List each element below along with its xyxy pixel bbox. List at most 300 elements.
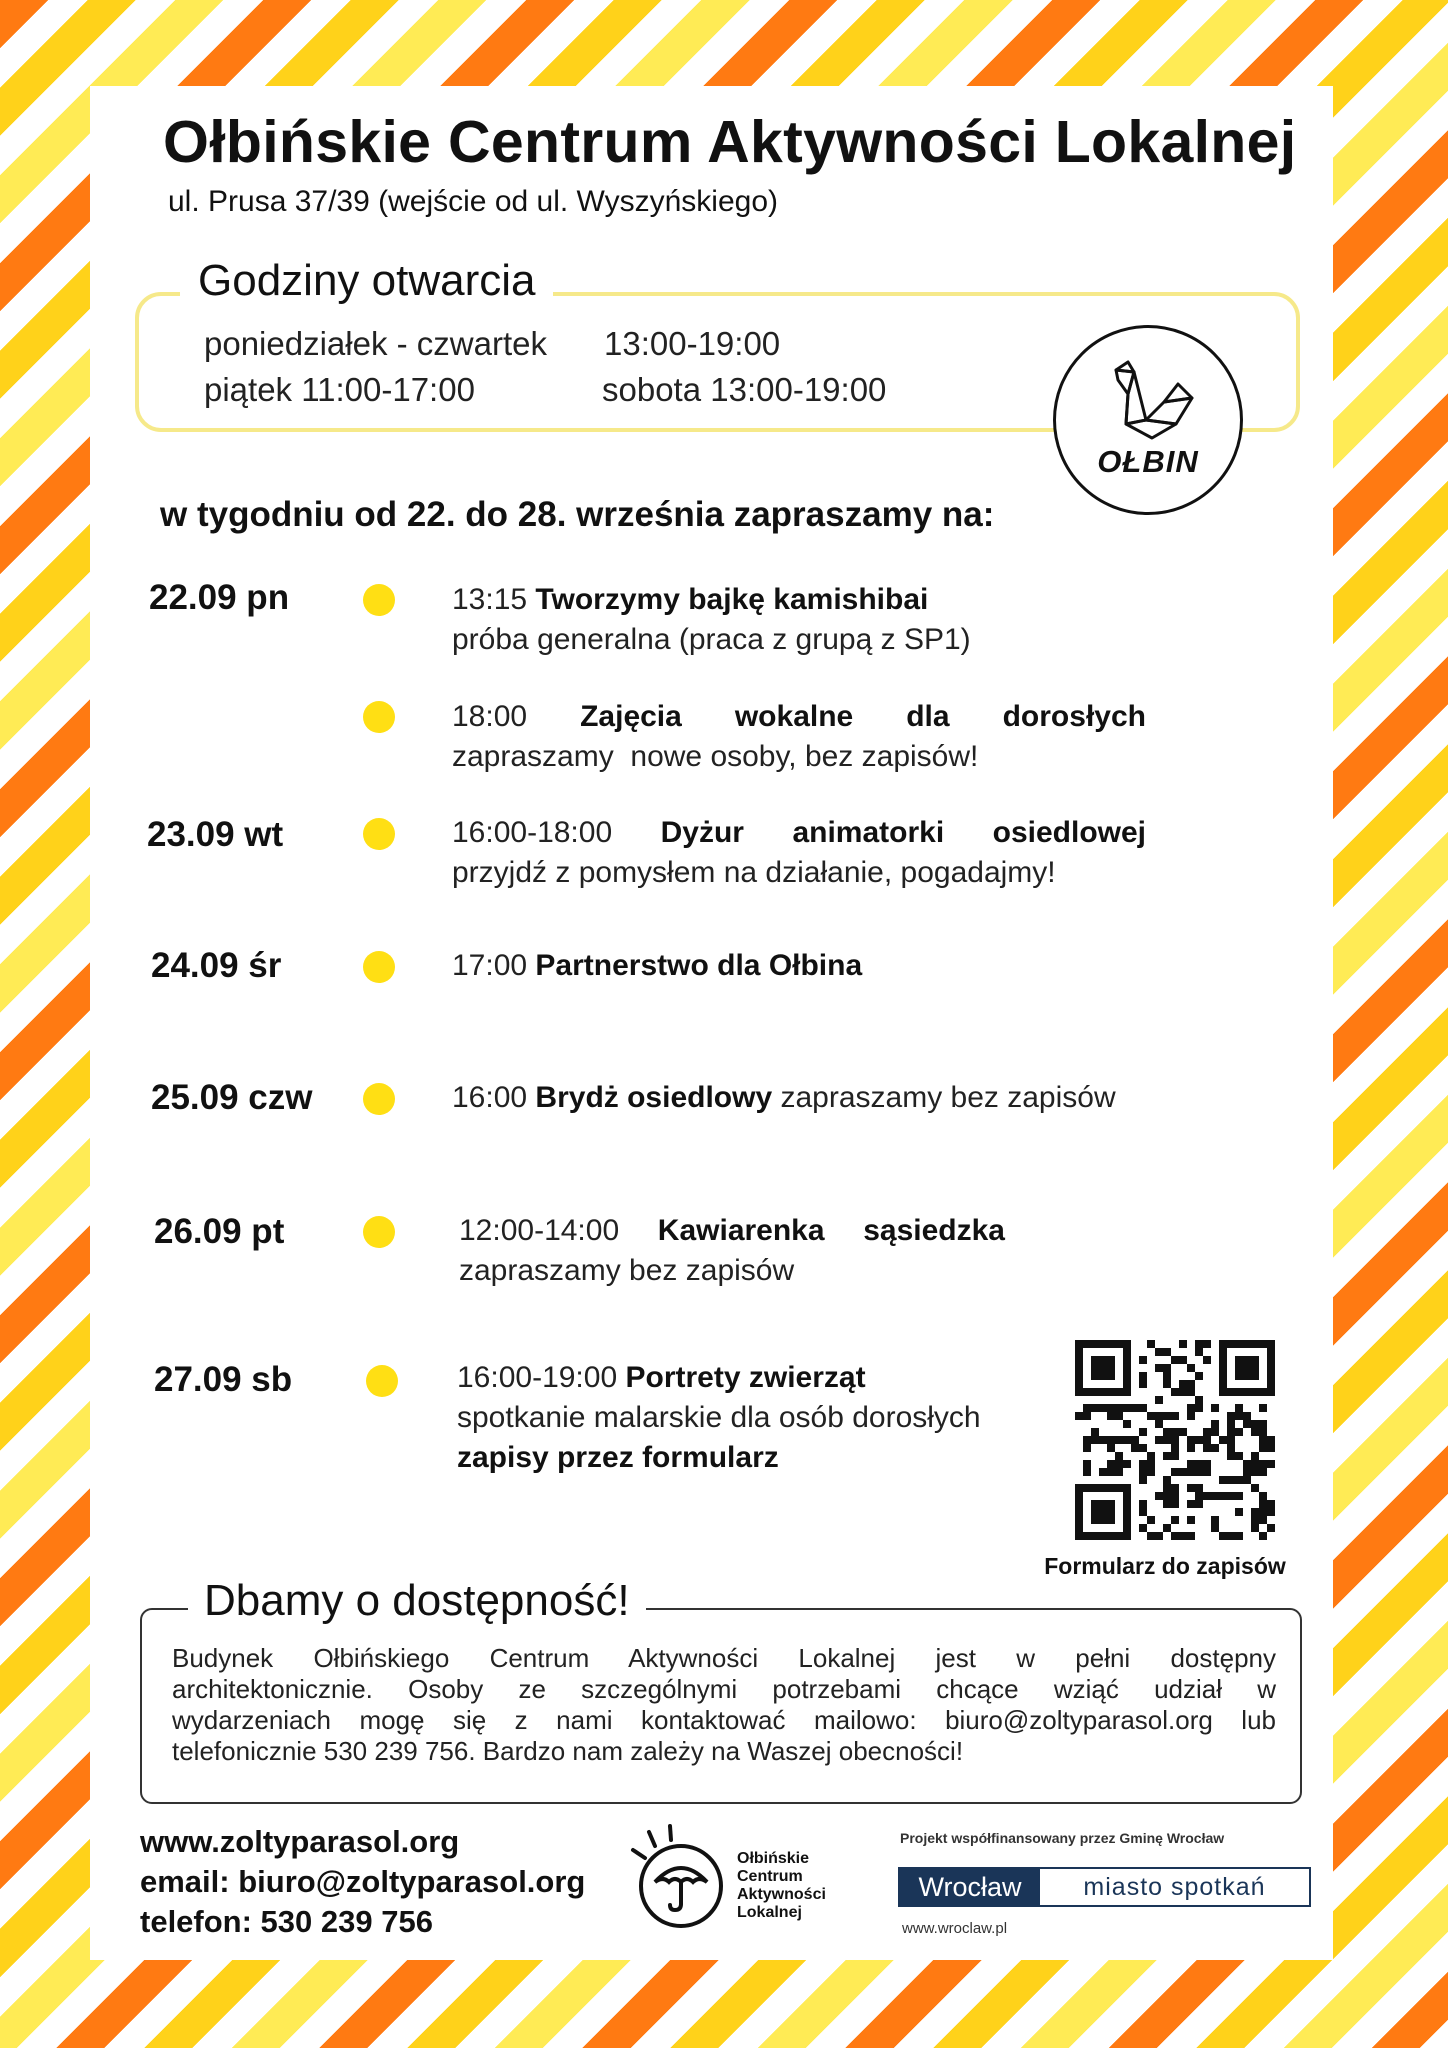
wroclaw-label: Wrocław	[900, 1869, 1040, 1905]
qr-module	[1115, 1388, 1123, 1396]
qr-module	[1211, 1524, 1219, 1532]
qr-module	[1075, 1516, 1083, 1524]
qr-module	[1227, 1340, 1235, 1348]
event-signup-note: zapisy przez formularz	[457, 1441, 779, 1474]
accessibility-line: wydarzeniach mogę się z nami kontaktować mailowo: biuro@zoltyparasol.org lub	[172, 1705, 1276, 1735]
org-logo-name	[737, 1850, 826, 1922]
qr-module	[1099, 1364, 1107, 1372]
event-description: zapraszamy bez zapisów	[459, 1254, 795, 1287]
qr-module	[1259, 1340, 1267, 1348]
qr-module	[1139, 1460, 1147, 1468]
qr-module	[1267, 1524, 1275, 1532]
qr-module	[1267, 1348, 1275, 1356]
wroclaw-slogan: miasto spotkań	[1083, 1872, 1266, 1901]
qr-module	[1115, 1532, 1123, 1540]
qr-module	[1163, 1372, 1171, 1380]
qr-module	[1091, 1500, 1099, 1508]
event-dyzur-animatorki	[452, 813, 1146, 893]
qr-module	[1251, 1452, 1259, 1460]
qr-module	[1083, 1532, 1091, 1540]
qr-module	[1171, 1516, 1179, 1524]
qr-module	[1171, 1532, 1179, 1540]
qr-module	[1171, 1436, 1179, 1444]
qr-module	[1187, 1436, 1195, 1444]
event-title-part: sąsiedzka	[863, 1214, 1005, 1247]
qr-module	[1267, 1388, 1275, 1396]
qr-module	[1163, 1500, 1171, 1508]
event-time: 16:00-19:00	[457, 1361, 618, 1394]
qr-module	[1195, 1348, 1203, 1356]
qr-module	[1243, 1372, 1251, 1380]
qr-module	[1091, 1428, 1099, 1436]
qr-module	[1131, 1404, 1139, 1412]
qr-module	[1123, 1500, 1131, 1508]
qr-module	[1179, 1468, 1187, 1476]
qr-module	[1259, 1532, 1267, 1540]
qr-module	[1195, 1436, 1203, 1444]
qr-module	[1163, 1524, 1171, 1532]
bullet-dot	[363, 584, 395, 616]
qr-module	[1163, 1484, 1171, 1492]
qr-module	[1107, 1508, 1115, 1516]
qr-module	[1203, 1460, 1211, 1468]
accessibility-line: telefonicznie 530 239 756. Bardzo nam zależy na Waszej obecności!	[172, 1736, 964, 1766]
qr-module	[1211, 1516, 1219, 1524]
event-tworzymy-bajke	[452, 580, 971, 660]
qr-module	[1211, 1420, 1219, 1428]
qr-module	[1155, 1348, 1163, 1356]
qr-module	[1219, 1492, 1227, 1500]
qr-module	[1123, 1508, 1131, 1516]
event-brydz	[452, 1078, 1116, 1118]
event-partnerstwo	[452, 946, 862, 986]
qr-module	[1235, 1340, 1243, 1348]
qr-module	[1251, 1372, 1259, 1380]
qr-module	[1187, 1500, 1195, 1508]
olbin-logo	[1053, 325, 1243, 515]
qr-module	[1107, 1444, 1115, 1452]
qr-module	[1259, 1436, 1267, 1444]
qr-module	[1187, 1412, 1195, 1420]
qr-module	[1083, 1444, 1091, 1452]
bullet-dot	[363, 818, 395, 850]
qr-module	[1115, 1452, 1123, 1460]
qr-module	[1171, 1428, 1179, 1436]
qr-module	[1235, 1364, 1243, 1372]
qr-module	[1243, 1412, 1251, 1420]
qr-module	[1075, 1364, 1083, 1372]
qr-module	[1227, 1388, 1235, 1396]
qr-module	[1107, 1436, 1115, 1444]
qr-module	[1259, 1444, 1267, 1452]
hours-saturday: sobota 13:00-19:00	[602, 371, 887, 408]
date-22-09: 22.09 pn	[149, 578, 290, 617]
event-time: 13:15	[452, 583, 528, 616]
qr-module	[1091, 1356, 1099, 1364]
qr-module	[1083, 1412, 1091, 1420]
qr-module	[1099, 1484, 1107, 1492]
event-zajecia-wokalne	[452, 697, 1146, 777]
page-title: Ołbińskie Centrum Aktywności Lokalnej	[163, 109, 1297, 175]
qr-module	[1139, 1476, 1147, 1484]
qr-module	[1187, 1460, 1195, 1468]
event-description: spotkanie malarskie dla osób dorosłych	[457, 1401, 981, 1434]
qr-module	[1179, 1428, 1187, 1436]
event-title-part: osiedlowej	[992, 816, 1146, 849]
wroclaw-logo	[898, 1867, 1311, 1907]
qr-module	[1163, 1380, 1171, 1388]
qr-module	[1195, 1340, 1203, 1348]
qr-module	[1179, 1380, 1187, 1388]
qr-module	[1163, 1452, 1171, 1460]
qr-module	[1115, 1404, 1123, 1412]
qr-module	[1259, 1428, 1267, 1436]
qr-module	[1099, 1516, 1107, 1524]
qr-module	[1107, 1356, 1115, 1364]
qr-module	[1227, 1428, 1235, 1436]
qr-module	[1203, 1492, 1211, 1500]
qr-module	[1123, 1372, 1131, 1380]
qr-module	[1075, 1500, 1083, 1508]
qr-module	[1267, 1508, 1275, 1516]
qr-module	[1267, 1444, 1275, 1452]
bullet-dot	[363, 1083, 395, 1115]
qr-module	[1083, 1404, 1091, 1412]
qr-module	[1195, 1500, 1203, 1508]
qr-module	[1075, 1532, 1083, 1540]
qr-module	[1163, 1492, 1171, 1500]
qr-module	[1259, 1500, 1267, 1508]
qr-module	[1147, 1516, 1155, 1524]
qr-module	[1107, 1484, 1115, 1492]
qr-module	[1131, 1436, 1139, 1444]
qr-module	[1219, 1388, 1227, 1396]
qr-module	[1259, 1404, 1267, 1412]
event-description: przyjdź z pomysłem na działanie, pogadajmy!	[452, 856, 1056, 889]
qr-module	[1091, 1364, 1099, 1372]
qr-module	[1267, 1340, 1275, 1348]
qr-module	[1099, 1356, 1107, 1364]
event-time: 16:00	[452, 1081, 528, 1114]
qr-module	[1243, 1364, 1251, 1372]
qr-module	[1171, 1484, 1179, 1492]
event-description: zapraszamy nowe osoby, bez zapisów!	[452, 740, 979, 773]
event-title: Portrety zwierząt	[625, 1361, 866, 1394]
address: ul. Prusa 37/39 (wejście od ul. Wyszyńskiego)	[168, 185, 778, 218]
qr-module	[1131, 1444, 1139, 1452]
qr-module	[1203, 1444, 1211, 1452]
qr-module	[1115, 1484, 1123, 1492]
qr-module	[1219, 1364, 1227, 1372]
qr-module	[1107, 1404, 1115, 1412]
qr-module	[1139, 1428, 1147, 1436]
qr-module	[1123, 1420, 1131, 1428]
qr-module	[1139, 1468, 1147, 1476]
qr-module	[1139, 1356, 1147, 1364]
qr-module	[1075, 1356, 1083, 1364]
qr-module	[1187, 1532, 1195, 1540]
qr-module	[1123, 1388, 1131, 1396]
qr-module	[1075, 1524, 1083, 1532]
qr-module	[1187, 1468, 1195, 1476]
accessibility-text	[172, 1643, 1276, 1767]
qr-module	[1115, 1468, 1123, 1476]
event-description: zapraszamy bez zapisów	[780, 1081, 1116, 1114]
qr-module	[1163, 1476, 1171, 1484]
qr-module	[1115, 1436, 1123, 1444]
qr-module	[1227, 1412, 1235, 1420]
qr-module	[1099, 1468, 1107, 1476]
event-title-part: Zajęcia	[580, 700, 682, 733]
qr-module	[1107, 1364, 1115, 1372]
olbin-logo-text: OŁBIN	[1097, 444, 1199, 479]
qr-module	[1091, 1516, 1099, 1524]
qr-module	[1219, 1372, 1227, 1380]
qr-module	[1251, 1364, 1259, 1372]
email-link[interactable]: email: biuro@zoltyparasol.org	[140, 1864, 586, 1899]
qr-module	[1147, 1532, 1155, 1540]
qr-module	[1267, 1460, 1275, 1468]
qr-module	[1211, 1444, 1219, 1452]
qr-module	[1147, 1412, 1155, 1420]
qr-module	[1083, 1460, 1091, 1468]
qr-module	[1075, 1348, 1083, 1356]
qr-module	[1211, 1404, 1219, 1412]
qr-module	[1123, 1340, 1131, 1348]
qr-module	[1187, 1380, 1195, 1388]
qr-module	[1179, 1340, 1187, 1348]
qr-module	[1155, 1420, 1163, 1428]
wroclaw-website[interactable]: www.wroclaw.pl	[902, 1920, 1008, 1937]
cofinanced-note: Projekt współfinansowany przez Gminę Wrocław	[900, 1830, 1225, 1846]
qr-module	[1203, 1436, 1211, 1444]
qr-module	[1235, 1508, 1243, 1516]
event-title-part: animatorki	[792, 816, 945, 849]
qr-module	[1267, 1364, 1275, 1372]
qr-module	[1243, 1460, 1251, 1468]
qr-module	[1187, 1444, 1195, 1452]
qr-module	[1219, 1380, 1227, 1388]
qr-module	[1107, 1532, 1115, 1540]
qr-module	[1155, 1412, 1163, 1420]
qr-module	[1203, 1340, 1211, 1348]
qr-module	[1171, 1468, 1179, 1476]
qr-module	[1227, 1532, 1235, 1540]
qr-module	[1123, 1484, 1131, 1492]
event-title-part: Dyżur	[660, 816, 744, 849]
event-title-part: dla	[906, 700, 950, 733]
qr-module	[1259, 1460, 1267, 1468]
qr-module	[1099, 1508, 1107, 1516]
qr-module	[1243, 1388, 1251, 1396]
qr-module	[1251, 1460, 1259, 1468]
qr-module	[1203, 1428, 1211, 1436]
qr-module	[1075, 1388, 1083, 1396]
event-title: Tworzymy bajkę kamishibai	[535, 583, 929, 616]
qr-module	[1251, 1468, 1259, 1476]
event-kawiarenka	[459, 1211, 1005, 1291]
qr-module	[1115, 1340, 1123, 1348]
qr-module	[1091, 1508, 1099, 1516]
qr-module	[1123, 1436, 1131, 1444]
qr-module	[1211, 1492, 1219, 1500]
qr-module	[1091, 1340, 1099, 1348]
qr-module	[1267, 1436, 1275, 1444]
qr-module	[1211, 1428, 1219, 1436]
qr-module	[1243, 1468, 1251, 1476]
qr-module	[1147, 1468, 1155, 1476]
qr-module	[1155, 1436, 1163, 1444]
qr-module	[1227, 1420, 1235, 1428]
week-intro: w tygodniu od 22. do 28. września zapraszamy na:	[160, 495, 995, 534]
qr-module	[1227, 1452, 1235, 1460]
qr-module	[1219, 1476, 1227, 1484]
qr-module	[1099, 1532, 1107, 1540]
qr-module	[1139, 1380, 1147, 1388]
qr-module	[1139, 1404, 1147, 1412]
qr-module	[1171, 1500, 1179, 1508]
qr-module	[1195, 1468, 1203, 1476]
qr-module	[1187, 1516, 1195, 1524]
qr-module	[1267, 1372, 1275, 1380]
qr-module	[1171, 1452, 1179, 1460]
qr-module	[1163, 1364, 1171, 1372]
qr-module	[1243, 1340, 1251, 1348]
origami-swan-icon	[1056, 328, 1240, 512]
qr-module	[1091, 1404, 1099, 1412]
qr-module	[1107, 1388, 1115, 1396]
qr-module	[1203, 1468, 1211, 1476]
event-time: 12:00-14:00	[459, 1214, 620, 1247]
qr-module	[1099, 1500, 1107, 1508]
qr-module	[1235, 1412, 1243, 1420]
qr-module	[1251, 1388, 1259, 1396]
bullet-dot	[363, 701, 395, 733]
qr-module	[1235, 1532, 1243, 1540]
org-logo-line: Ołbińskie	[737, 1850, 810, 1867]
qr-module	[1267, 1380, 1275, 1388]
qr-module	[1195, 1396, 1203, 1404]
qr-module	[1123, 1532, 1131, 1540]
hours-mon-thu-label: poniedziałek - czwartek	[204, 325, 547, 362]
qr-module	[1155, 1492, 1163, 1500]
qr-module	[1243, 1356, 1251, 1364]
qr-module	[1171, 1356, 1179, 1364]
qr-module	[1123, 1492, 1131, 1500]
qr-module	[1091, 1372, 1099, 1380]
qr-module	[1235, 1404, 1243, 1412]
qr-module	[1107, 1516, 1115, 1524]
qr-module	[1235, 1492, 1243, 1500]
qr-module	[1091, 1484, 1099, 1492]
qr-module	[1251, 1484, 1259, 1492]
opening-hours-title: Godziny otwarcia	[180, 256, 553, 306]
hours-mon-thu-time: 13:00-19:00	[604, 325, 781, 362]
qr-module	[1123, 1524, 1131, 1532]
qr-module	[1155, 1364, 1163, 1372]
qr-module	[1171, 1388, 1179, 1396]
qr-module	[1155, 1532, 1163, 1540]
qr-module	[1235, 1356, 1243, 1364]
qr-module	[1219, 1356, 1227, 1364]
event-description: próba generalna (praca z grupą z SP1)	[452, 623, 971, 656]
qr-module	[1171, 1412, 1179, 1420]
qr-module	[1147, 1452, 1155, 1460]
qr-module	[1115, 1412, 1123, 1420]
event-title-part: Kawiarenka	[657, 1214, 825, 1247]
hours-friday: piątek 11:00-17:00	[204, 371, 475, 408]
qr-module	[1179, 1356, 1187, 1364]
qr-module	[1235, 1428, 1243, 1436]
qr-module	[1251, 1420, 1259, 1428]
qr-module	[1251, 1516, 1259, 1524]
qr-module	[1107, 1340, 1115, 1348]
qr-module	[1203, 1356, 1211, 1364]
qr-module	[1219, 1436, 1227, 1444]
qr-module	[1251, 1356, 1259, 1364]
qr-module	[1235, 1372, 1243, 1380]
qr-module	[1259, 1468, 1267, 1476]
event-title-part: wokalne	[734, 700, 854, 733]
qr-module	[1251, 1524, 1259, 1532]
qr-module	[1123, 1404, 1131, 1412]
qr-module	[1107, 1460, 1115, 1468]
qr-module	[1195, 1484, 1203, 1492]
qr-module	[1187, 1364, 1195, 1372]
qr-module	[1075, 1372, 1083, 1380]
qr-module	[1107, 1412, 1115, 1420]
date-23-09: 23.09 wt	[147, 815, 284, 854]
qr-module	[1187, 1388, 1195, 1396]
qr-module	[1227, 1444, 1235, 1452]
qr-code[interactable]	[1075, 1340, 1275, 1540]
bullet-dot	[366, 1365, 398, 1397]
bullet-dot	[363, 951, 395, 983]
accessibility-line: architektonicznie. Osoby ze szczególnymi potrzebami chcące wziąć udział w	[172, 1674, 1276, 1704]
qr-module	[1123, 1348, 1131, 1356]
qr-label: Formularz do zapisów	[1044, 1553, 1286, 1579]
qr-module	[1235, 1476, 1243, 1484]
qr-module	[1075, 1412, 1083, 1420]
qr-module	[1099, 1404, 1107, 1412]
qr-module	[1219, 1348, 1227, 1356]
website-link[interactable]: www.zoltyparasol.org	[140, 1824, 460, 1859]
qr-module	[1219, 1340, 1227, 1348]
date-26-09: 26.09 pt	[154, 1212, 285, 1251]
qr-module	[1139, 1500, 1147, 1508]
qr-module	[1259, 1508, 1267, 1516]
qr-module	[1115, 1460, 1123, 1468]
event-time: 17:00	[452, 949, 528, 982]
qr-module	[1267, 1500, 1275, 1508]
qr-module	[1267, 1356, 1275, 1364]
qr-module	[1099, 1388, 1107, 1396]
bullet-dot	[363, 1216, 395, 1248]
qr-module	[1163, 1436, 1171, 1444]
qr-module	[1187, 1404, 1195, 1412]
date-25-09: 25.09 czw	[151, 1078, 313, 1117]
qr-module	[1099, 1372, 1107, 1380]
org-logo-line: Centrum	[737, 1868, 803, 1885]
qr-module	[1155, 1396, 1163, 1404]
qr-module	[1083, 1436, 1091, 1444]
qr-module	[1083, 1388, 1091, 1396]
qr-module	[1139, 1372, 1147, 1380]
event-title: Brydż osiedlowy	[535, 1081, 773, 1114]
qr-module	[1075, 1380, 1083, 1388]
qr-module	[1195, 1404, 1203, 1412]
qr-module	[1091, 1532, 1099, 1540]
